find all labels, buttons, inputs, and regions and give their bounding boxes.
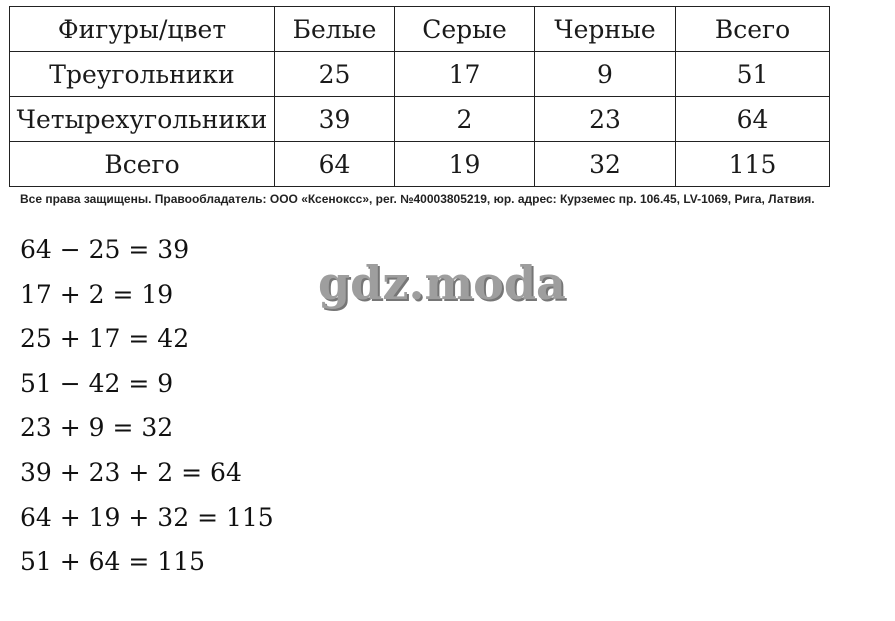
table-cell: Треугольники: [10, 52, 275, 97]
table-cell: Всего: [10, 142, 275, 187]
equation-line: 23 + 9 = 32: [20, 413, 174, 443]
table-cell: 39: [275, 97, 395, 142]
table-cell: 115: [676, 142, 830, 187]
table-row: [10, 142, 830, 187]
table-cell: 9: [535, 52, 676, 97]
table-cell: 64: [275, 142, 395, 187]
equation-line: 51 + 64 = 115: [20, 547, 206, 577]
equation-line: 39 + 23 + 2 = 64: [20, 457, 242, 487]
table-cell: 23: [535, 97, 676, 142]
equation-line: 64 − 25 = 39: [20, 235, 190, 264]
table-cell: 2: [395, 97, 535, 142]
equation-line: 51 − 42 = 9: [20, 368, 174, 398]
table-header-cell: Серые: [395, 7, 535, 52]
table-row: [10, 52, 830, 97]
copyright-notice: Все права защищены. Правообладатель: ООО «Ксенокcс», рег. №40003805219, юр. адрес: Курземес пр. 106.45, LV-1069, Рига, Латвия.: [20, 192, 815, 206]
table-header-cell: Фигуры/цвет: [10, 7, 275, 52]
equations-list: [20, 228, 274, 585]
table-cell: 32: [535, 142, 676, 187]
table-cell: 25: [275, 52, 395, 97]
table-header-cell: Черные: [535, 7, 676, 52]
table-header-row: [10, 7, 830, 52]
equation-line: 17 + 2 = 19: [20, 279, 174, 309]
table-cell: 17: [395, 52, 535, 97]
table-row: [10, 97, 830, 142]
figures-color-table: [9, 6, 830, 187]
table-header-cell: Всего: [676, 7, 830, 52]
table-header-cell: Белые: [275, 7, 395, 52]
equation-line: 25 + 17 = 42: [20, 324, 190, 354]
table-cell: Четырехугольники: [10, 97, 275, 142]
table-cell: 64: [676, 97, 830, 142]
table-cell: 19: [395, 142, 535, 187]
table-cell: 51: [676, 52, 830, 97]
equation-line: 64 + 19 + 32 = 115: [20, 502, 274, 532]
watermark-logo: gdz.moda: [318, 256, 566, 310]
